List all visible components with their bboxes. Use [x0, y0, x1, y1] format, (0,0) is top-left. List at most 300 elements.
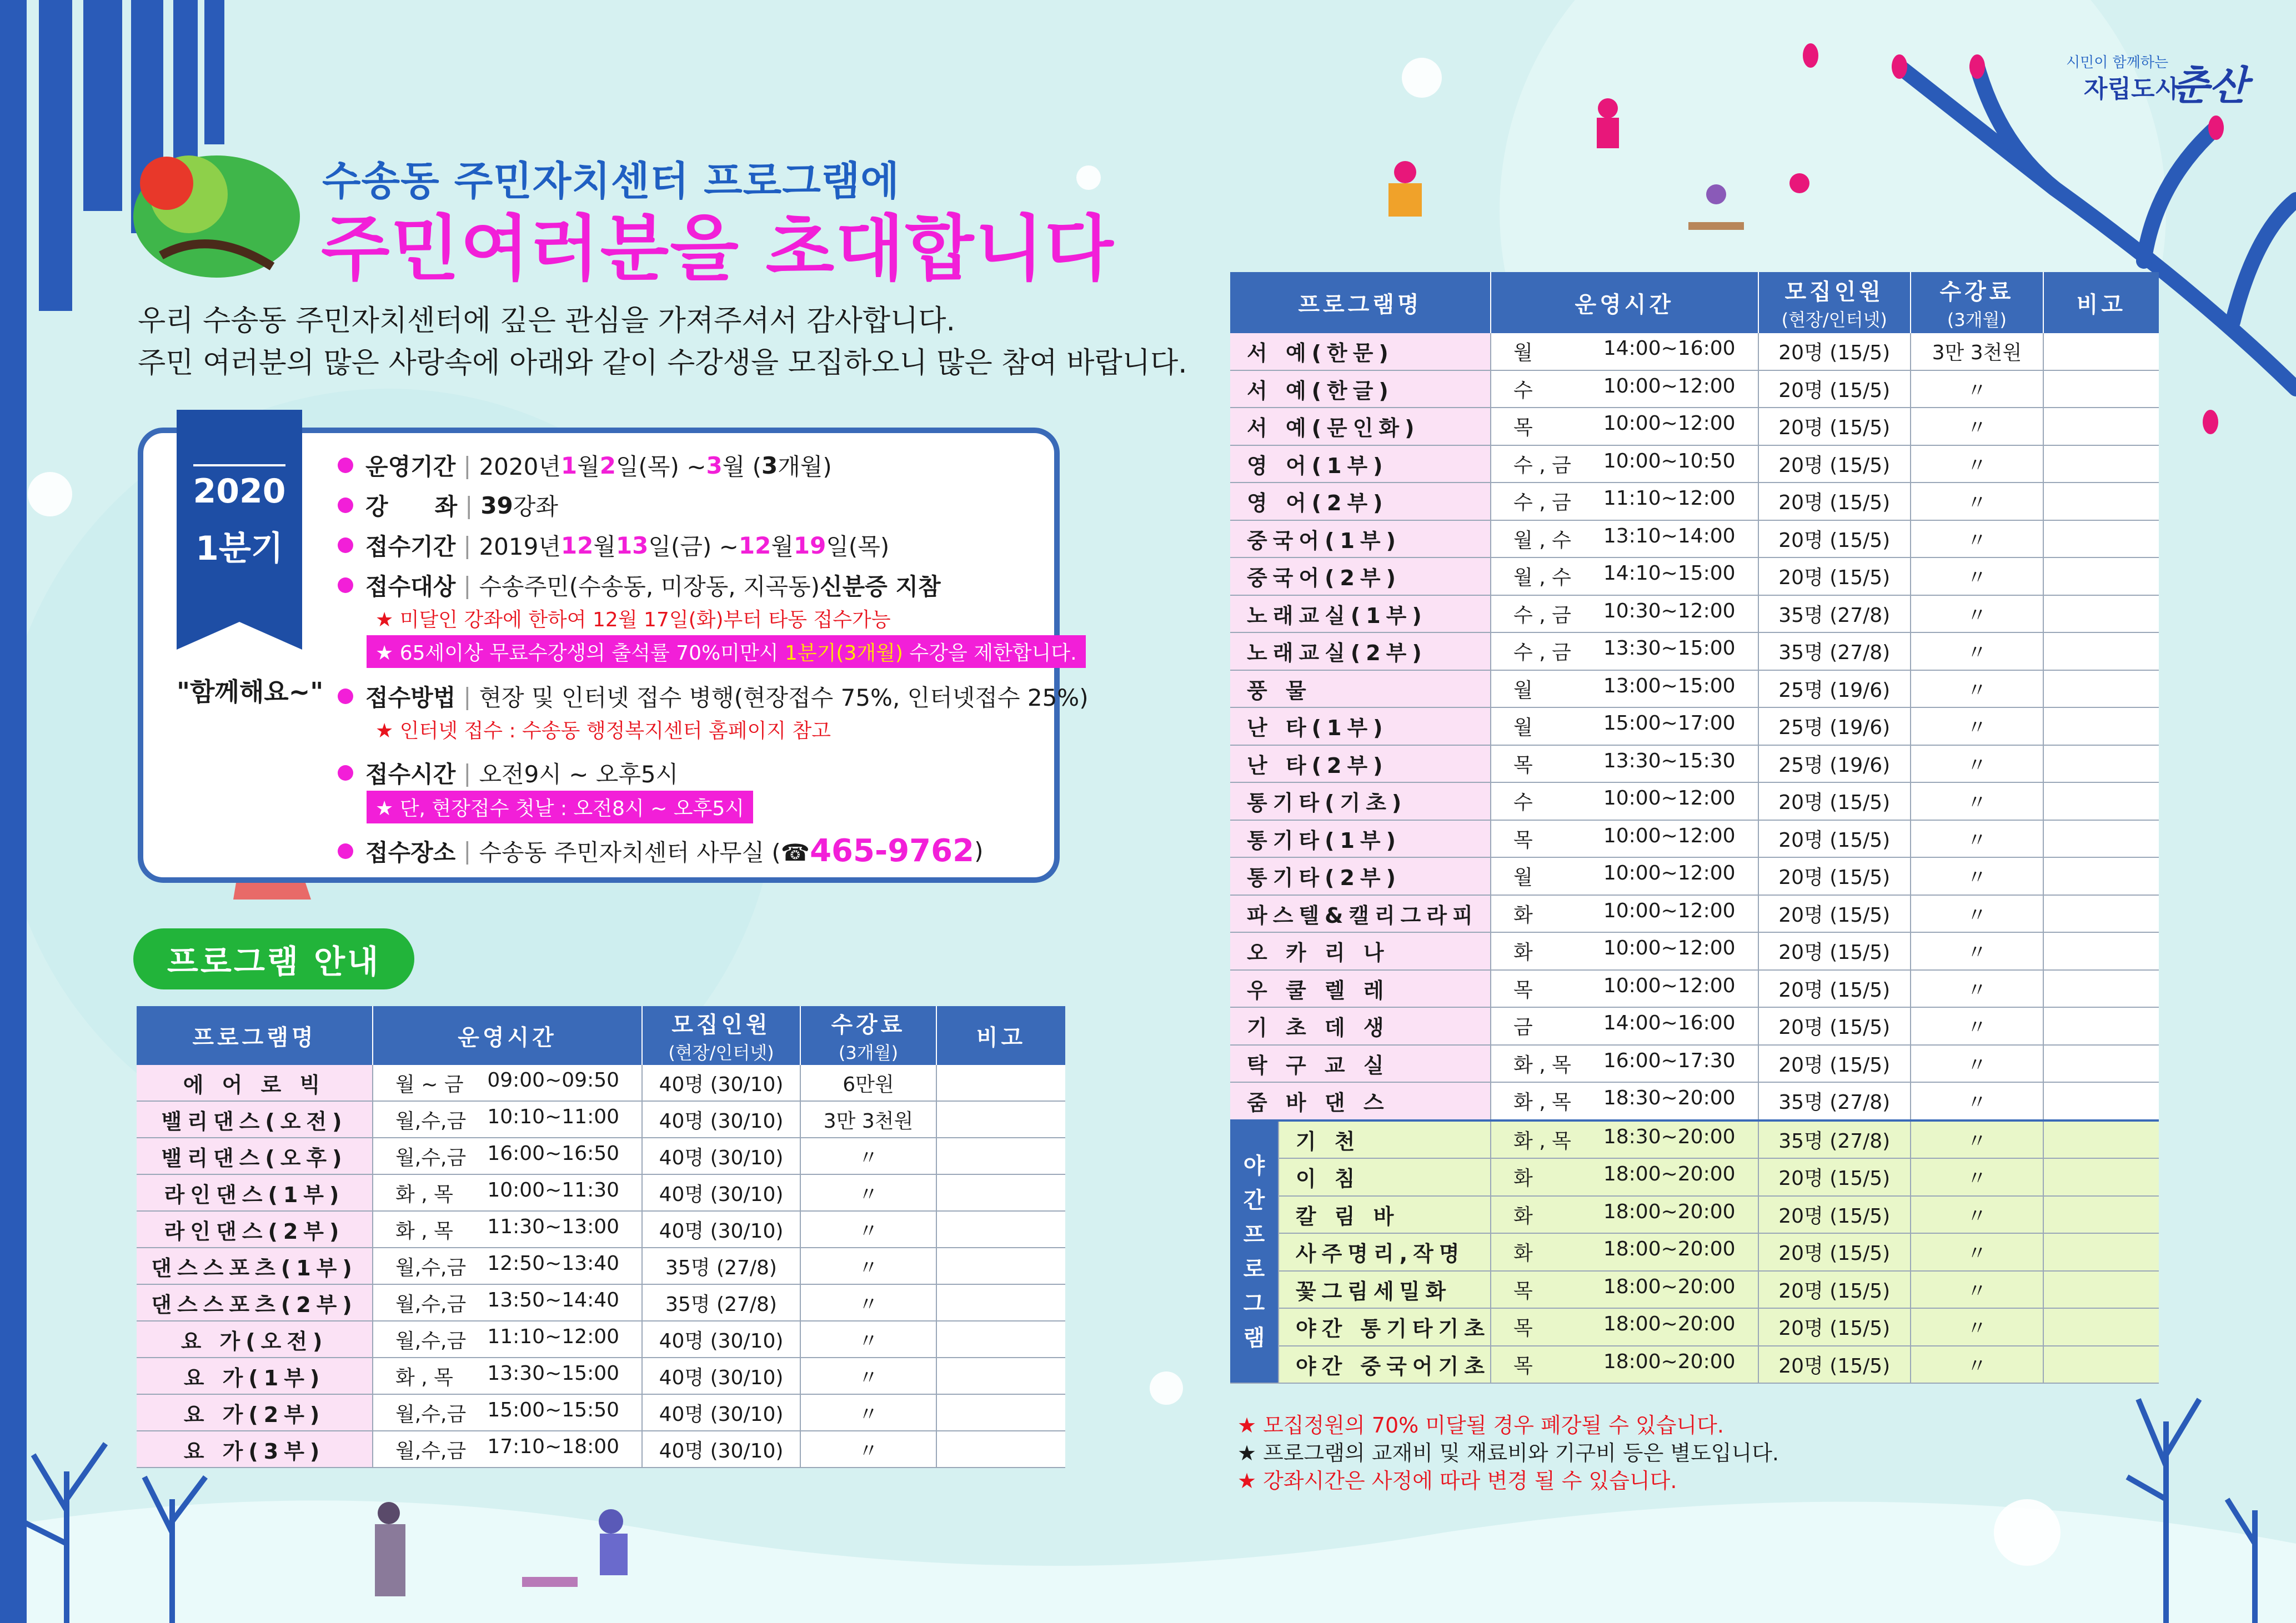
note-text: ★ 65세이상 무료수강생의 출석률 70%미만시 [375, 642, 785, 665]
table-row [137, 1065, 1065, 1101]
cell-note [2043, 595, 2159, 633]
col-header-time: 운영시간 [1491, 272, 1758, 333]
time-wrap [1491, 562, 1757, 590]
cell-note [2043, 1082, 2159, 1120]
cell-hours: 18:00~20:00 [1603, 1163, 1736, 1186]
cell-time [1491, 483, 1758, 520]
separator: | [463, 451, 472, 479]
cell-fee: 〃 [1911, 857, 2043, 895]
cell-hours: 17:10~18:00 [487, 1435, 619, 1458]
col-header-fee [800, 1006, 936, 1065]
cell-days: 목 [1513, 1279, 1533, 1303]
cell-fee: 〃 [1911, 745, 2043, 783]
col-header-recruit-sub: (현장/인터넷) [668, 1042, 774, 1063]
cell-note [936, 1284, 1065, 1321]
cell-program-name: 댄스스포츠(2부) [137, 1284, 373, 1321]
cell-note [2043, 333, 2159, 370]
cell-fee: 〃 [1911, 1271, 2043, 1309]
cell-recruit: 20명 (15/5) [1758, 520, 1911, 558]
page-title: 주민여러분을 초대합니다 [321, 208, 1115, 290]
bullet-dot [338, 498, 353, 513]
cell-days: 화 , 목 [395, 1219, 453, 1243]
cell-hours: 10:00~10:50 [1603, 449, 1736, 473]
cell-program-name: 밸리댄스(오전) [137, 1101, 373, 1138]
cell-days: 월,수,금 [395, 1256, 467, 1279]
cell-recruit: 20명 (15/5) [1758, 970, 1911, 1008]
cell-fee: 〃 [1911, 1233, 2043, 1271]
time-wrap [1491, 937, 1757, 965]
table-row [137, 1138, 1065, 1174]
cell-fee: 〃 [1911, 520, 2043, 558]
col-header-recruit [1758, 272, 1911, 333]
cell-note [2043, 483, 2159, 520]
cell-note [936, 1138, 1065, 1174]
cell-fee: 〃 [1911, 370, 2043, 408]
cell-program-name: 줌 바 댄 스 [1230, 1082, 1491, 1120]
cell-program-name: 꽃그림세밀화 [1279, 1271, 1491, 1309]
cell-days: 월,수,금 [395, 1146, 467, 1169]
cell-note [2043, 970, 2159, 1008]
cell-recruit: 40명 (30/10) [642, 1211, 800, 1248]
cell-time [373, 1065, 642, 1101]
table-row [137, 1321, 1065, 1358]
cell-recruit: 20명 (15/5) [1758, 820, 1911, 858]
table-row [1230, 557, 2159, 595]
cell-fee: 〃 [1911, 1346, 2043, 1384]
cell-time [1491, 745, 1758, 783]
cell-days: 화 , 목 [395, 1183, 453, 1206]
night-label-char: 프 [1243, 1222, 1265, 1248]
table-header-row [137, 1006, 1065, 1065]
table-row-night [1230, 1346, 2159, 1384]
info-text: 월 ( [722, 453, 761, 480]
table-row [1230, 632, 2159, 670]
cell-time [373, 1248, 642, 1284]
cell-days: 금 [1513, 1016, 1533, 1039]
cell-time [1491, 895, 1758, 933]
table-row [1230, 520, 2159, 558]
cell-note [2043, 408, 2159, 445]
brand-tagline: 시민이 함께하는 [2066, 54, 2169, 71]
cell-recruit: 20명 (15/5) [1758, 370, 1911, 408]
cell-program-name: 난 타(2부) [1230, 745, 1491, 783]
cell-note [2043, 782, 2159, 820]
table-row [1230, 895, 2159, 933]
time-wrap [1491, 1049, 1757, 1078]
cell-recruit: 20명 (15/5) [1758, 1346, 1911, 1384]
table-row [137, 1174, 1065, 1211]
table-row-night [1230, 1196, 2159, 1234]
cell-note [2043, 1346, 2159, 1384]
info-highlight: 19 [793, 531, 826, 559]
cell-days: 수 , 금 [1513, 604, 1571, 627]
cell-fee: 〃 [1911, 1007, 2043, 1045]
time-wrap [373, 1142, 641, 1170]
info-label: 접수시간 [365, 761, 456, 788]
info-highlight: 3 [706, 451, 723, 479]
ribbon-quarter: 1분기 [195, 529, 283, 568]
cell-recruit: 20명 (15/5) [1758, 1308, 1911, 1346]
time-wrap [373, 1362, 641, 1390]
cell-hours: 14:10~15:00 [1603, 562, 1736, 585]
cell-note [2043, 557, 2159, 595]
cell-time [1491, 670, 1758, 708]
cell-note [936, 1321, 1065, 1358]
cell-program-name: 풍 물 [1230, 670, 1491, 708]
cell-recruit: 25명 (19/6) [1758, 707, 1911, 745]
cell-hours: 13:10~14:00 [1603, 524, 1736, 547]
separator: | [463, 531, 472, 559]
cell-fee: 〃 [1911, 1158, 2043, 1196]
cell-fee: 3만 3천원 [800, 1101, 936, 1138]
time-wrap [1491, 1087, 1757, 1115]
time-wrap [373, 1106, 641, 1134]
cell-program-name: 탁 구 교 실 [1230, 1045, 1491, 1083]
cell-fee: 〃 [1911, 707, 2043, 745]
cell-fee: 〃 [1911, 1120, 2043, 1159]
col-header-recruit-label: 모집인원 [671, 1012, 771, 1038]
info-method [338, 680, 1089, 713]
cell-time [1491, 1233, 1758, 1271]
info-text: 2020년 [479, 453, 561, 480]
cell-note [936, 1431, 1065, 1468]
cell-days: 화 [1513, 1204, 1533, 1228]
info-text: 일(목) ~ [615, 453, 706, 480]
bullet-dot [338, 537, 353, 553]
cell-note [2043, 745, 2159, 783]
info-text: ) [974, 837, 984, 865]
time-wrap [1491, 712, 1757, 740]
cell-hours: 10:00~12:00 [1603, 937, 1736, 960]
info-highlight: 12 [560, 531, 594, 559]
cell-program-name: 서 예(한글) [1230, 370, 1491, 408]
table-row-night [1230, 1308, 2159, 1346]
cell-recruit: 20명 (15/5) [1758, 1233, 1911, 1271]
cell-time [1491, 1082, 1758, 1120]
cell-program-name: 요 가(오전) [137, 1321, 373, 1358]
time-wrap [1491, 974, 1757, 1003]
cell-hours: 13:50~14:40 [487, 1288, 619, 1312]
info-text: 수송주민(수송동, 미장동, 지곡동) [479, 573, 820, 600]
cell-note [936, 1174, 1065, 1211]
col-header-note: 비고 [936, 1006, 1065, 1065]
cell-time [373, 1358, 642, 1394]
table-row [1230, 1045, 2159, 1083]
info-label: 접수장소 [365, 838, 456, 866]
program-table-left [137, 1006, 1065, 1468]
cell-fee: 〃 [1911, 445, 2043, 483]
intro-line-1: 우리 수송동 주민자치센터에 깊은 관심을 가져주셔서 감사합니다. [138, 304, 955, 338]
cell-fee: 〃 [800, 1211, 936, 1248]
time-wrap [1491, 1238, 1757, 1266]
cell-days: 수 [1513, 791, 1533, 815]
cell-fee: 〃 [1911, 1196, 2043, 1234]
table-row [1230, 408, 2159, 445]
cell-fee: 〃 [800, 1138, 936, 1174]
table-row [1230, 782, 2159, 820]
cell-recruit: 40명 (30/10) [642, 1065, 800, 1101]
time-wrap [1491, 525, 1757, 553]
time-wrap [1491, 450, 1757, 478]
cell-note [936, 1065, 1065, 1101]
cell-time [373, 1394, 642, 1431]
cell-hours: 10:00~12:00 [1603, 412, 1736, 435]
col-header-fee-label: 수강료 [1939, 279, 2014, 305]
time-wrap [1491, 1163, 1757, 1191]
cell-time [1491, 820, 1758, 858]
info-bold: 39 [480, 491, 513, 519]
cell-recruit: 40명 (30/10) [642, 1358, 800, 1394]
cell-program-name: 에 어 로 빅 [137, 1065, 373, 1101]
cell-program-name: 라인댄스(2부) [137, 1211, 373, 1248]
cell-program-name: 영 어(1부) [1230, 445, 1491, 483]
cell-recruit: 20명 (15/5) [1758, 483, 1911, 520]
cell-days: 화 [1513, 903, 1533, 927]
cell-fee: 〃 [1911, 632, 2043, 670]
cell-hours: 10:30~12:00 [1603, 599, 1736, 622]
info-text: 월 [577, 453, 600, 480]
cell-recruit: 20명 (15/5) [1758, 782, 1911, 820]
info-text: 일(목) [826, 533, 890, 560]
cell-hours: 18:30~20:00 [1603, 1087, 1736, 1110]
note-internet: ★ 인터넷 접수 : 수송동 행정복지센터 홈페이지 참고 [375, 720, 831, 742]
info-text: 오전9시 ~ 오후5시 [479, 761, 679, 788]
info-highlight: 12 [738, 531, 771, 559]
table-row [1230, 670, 2159, 708]
cell-note [2043, 1158, 2159, 1196]
col-header-recruit-sub: (현장/인터넷) [1781, 309, 1887, 330]
cell-hours: 18:00~20:00 [1603, 1238, 1736, 1261]
cell-recruit: 20명 (15/5) [1758, 333, 1911, 370]
footnote-cancel: ★ 모집정원의 70% 미달될 경우 폐강될 수 있습니다. [1237, 1413, 1724, 1438]
cell-hours: 13:30~15:00 [487, 1361, 619, 1385]
cell-time [1491, 557, 1758, 595]
table-row-night [1230, 1233, 2159, 1271]
cell-fee: 〃 [1911, 670, 2043, 708]
cell-hours: 11:10~12:00 [1603, 487, 1736, 510]
cell-hours: 15:00~17:00 [1603, 712, 1736, 735]
info-text: 현장 및 인터넷 접수 병행(현장접수 75%, 인터넷접수 25%) [479, 684, 1089, 711]
brand-slogan: 자립도시 [2084, 75, 2179, 103]
time-wrap [1491, 637, 1757, 665]
program-guide-pill: 프로그램 안내 [133, 928, 414, 989]
cell-program-name: 서 예(한문) [1230, 333, 1491, 370]
cell-days: 화 , 목 [395, 1366, 453, 1389]
cell-recruit: 35명 (27/8) [642, 1248, 800, 1284]
cell-time [1491, 1346, 1758, 1384]
cell-recruit: 25명 (19/6) [1758, 745, 1911, 783]
cell-note [936, 1248, 1065, 1284]
cell-program-name: 야간 중국어기초 [1279, 1346, 1491, 1384]
cell-program-name: 영 어(2부) [1230, 483, 1491, 520]
info-time [338, 756, 678, 790]
table-row [1230, 970, 2159, 1008]
cell-hours: 10:00~11:30 [487, 1178, 619, 1202]
cell-days: 목 [1513, 1354, 1533, 1378]
ribbon-rule-top [193, 464, 285, 466]
separator: | [463, 682, 472, 710]
cell-fee: 〃 [800, 1284, 936, 1321]
table-row [137, 1394, 1065, 1431]
table-row-night [1230, 1120, 2159, 1159]
suseong-dong-logo [133, 155, 300, 278]
cell-note [2043, 895, 2159, 933]
cell-program-name: 서 예(문인화) [1230, 408, 1491, 445]
cell-recruit: 40명 (30/10) [642, 1138, 800, 1174]
table-row-night [1230, 1271, 2159, 1309]
cell-program-name: 중국어(2부) [1230, 557, 1491, 595]
table-row [1230, 370, 2159, 408]
cell-note [2043, 1308, 2159, 1346]
ribbon-tail [177, 611, 302, 650]
cell-hours: 18:00~20:00 [1603, 1350, 1736, 1373]
cell-time [1491, 857, 1758, 895]
cell-recruit: 20명 (15/5) [1758, 895, 1911, 933]
info-text: 강좌 [513, 493, 558, 520]
cell-fee: 〃 [1911, 408, 2043, 445]
cell-time [1491, 1271, 1758, 1309]
info-label: 접수대상 [365, 573, 456, 600]
info-registration-period [338, 529, 889, 562]
cell-days: 화 , 목 [1513, 1091, 1571, 1114]
cell-time [1491, 632, 1758, 670]
cell-time [373, 1284, 642, 1321]
time-wrap [1491, 600, 1757, 628]
table-row-night [1230, 1158, 2159, 1196]
cell-hours: 18:00~20:00 [1603, 1313, 1736, 1336]
cell-time [373, 1431, 642, 1468]
footnote-materials: ★ 프로그램의 교재비 및 재료비와 기구비 등은 별도입니다. [1237, 1441, 1779, 1465]
cell-fee: 〃 [800, 1431, 936, 1468]
cell-days: 월,수,금 [395, 1293, 467, 1316]
time-wrap [373, 1215, 641, 1244]
cell-time [1491, 445, 1758, 483]
col-header-fee [1911, 272, 2043, 333]
cell-note [2043, 707, 2159, 745]
time-wrap [1491, 862, 1757, 890]
cell-days: 화 [1513, 1242, 1533, 1265]
cell-recruit: 20명 (15/5) [1758, 557, 1911, 595]
time-wrap [1491, 1350, 1757, 1379]
info-highlight: 1 [560, 451, 578, 479]
cell-fee: 〃 [1911, 895, 2043, 933]
cell-days: 수 , 금 [1513, 641, 1571, 665]
cell-time [1491, 970, 1758, 1008]
cell-program-name: 우 쿨 렐 레 [1230, 970, 1491, 1008]
cell-hours: 14:00~16:00 [1603, 1012, 1736, 1035]
cell-fee: 〃 [800, 1321, 936, 1358]
separator: | [463, 571, 472, 599]
table-header-row [1230, 272, 2159, 333]
table-row [137, 1211, 1065, 1248]
col-header-time: 운영시간 [373, 1006, 642, 1065]
cell-days: 수 , 금 [1513, 491, 1571, 515]
table-row [1230, 932, 2159, 970]
cell-note [2043, 670, 2159, 708]
cell-days: 화 [1513, 941, 1533, 964]
cell-note [2043, 932, 2159, 970]
cell-time [1491, 1120, 1758, 1159]
cell-fee: 〃 [1911, 782, 2043, 820]
cell-hours: 15:00~15:50 [487, 1398, 619, 1421]
separator: | [465, 491, 473, 519]
cell-hours: 11:10~12:00 [487, 1325, 619, 1348]
cell-program-name: 요 가(3부) [137, 1431, 373, 1468]
table-row [137, 1358, 1065, 1394]
cell-recruit: 35명 (27/8) [1758, 1082, 1911, 1120]
cell-hours: 09:00~09:50 [487, 1068, 619, 1092]
info-label: 강 좌 [365, 493, 458, 520]
cell-program-name: 중국어(1부) [1230, 520, 1491, 558]
cell-program-name: 기 초 데 생 [1230, 1007, 1491, 1045]
table-row [137, 1284, 1065, 1321]
cell-fee: 〃 [1911, 820, 2043, 858]
cell-hours: 14:00~16:00 [1603, 337, 1736, 360]
time-wrap [373, 1289, 641, 1317]
cell-recruit: 35명 (27/8) [1758, 632, 1911, 670]
col-header-note: 비고 [2043, 272, 2159, 333]
cell-fee: 〃 [1911, 970, 2043, 1008]
handwritten-caption: "함께해요~" [177, 677, 324, 707]
intro-line-2: 주민 여러분의 많은 사랑속에 아래와 같이 수강생을 모집하오니 많은 참여 바랍니다. [138, 346, 1187, 380]
info-highlight: 2 [599, 451, 616, 479]
time-wrap [1491, 1200, 1757, 1229]
cell-days: 목 [1513, 753, 1533, 777]
cell-note [2043, 1045, 2159, 1083]
cell-hours: 18:00~20:00 [1603, 1200, 1736, 1223]
time-wrap [373, 1069, 641, 1097]
cell-hours: 13:00~15:00 [1603, 674, 1736, 697]
info-text: 월 [771, 533, 794, 560]
night-label-char: 그 [1243, 1290, 1265, 1317]
table-row [1230, 857, 2159, 895]
cell-note [2043, 857, 2159, 895]
night-label-char: 간 [1243, 1187, 1265, 1213]
table-row [1230, 1007, 2159, 1045]
time-wrap [1491, 1313, 1757, 1341]
table-row [137, 1101, 1065, 1138]
cell-note [936, 1358, 1065, 1394]
cell-note [936, 1394, 1065, 1431]
info-text: 월 [593, 533, 616, 560]
cell-fee: 〃 [1911, 1045, 2043, 1083]
cell-time [1491, 370, 1758, 408]
cell-time [1491, 932, 1758, 970]
cell-time [1491, 1308, 1758, 1346]
cell-recruit: 20명 (15/5) [1758, 1158, 1911, 1196]
bullet-dot [338, 765, 353, 781]
cell-program-name: 라인댄스(1부) [137, 1174, 373, 1211]
cell-recruit: 40명 (30/10) [642, 1101, 800, 1138]
cell-fee: 3만 3천원 [1911, 333, 2043, 370]
cell-note [2043, 520, 2159, 558]
info-bold: 3 [761, 451, 778, 479]
night-label-char: 야 [1243, 1153, 1265, 1179]
cell-time [373, 1174, 642, 1211]
cell-time [1491, 782, 1758, 820]
cell-fee: 〃 [1911, 483, 2043, 520]
time-wrap [373, 1435, 641, 1464]
cell-note [2043, 820, 2159, 858]
cell-program-name: 이 침 [1279, 1158, 1491, 1196]
cell-program-name: 파스텔&캘리그라피 [1230, 895, 1491, 933]
info-text: 수송동 주민자치센터 사무실 (☎ [479, 838, 810, 866]
cell-time [1491, 595, 1758, 633]
cell-days: 월,수,금 [395, 1329, 467, 1353]
cell-recruit: 40명 (30/10) [642, 1174, 800, 1211]
info-bold: 신분증 지참 [820, 573, 941, 600]
cell-program-name: 기 천 [1279, 1120, 1491, 1159]
